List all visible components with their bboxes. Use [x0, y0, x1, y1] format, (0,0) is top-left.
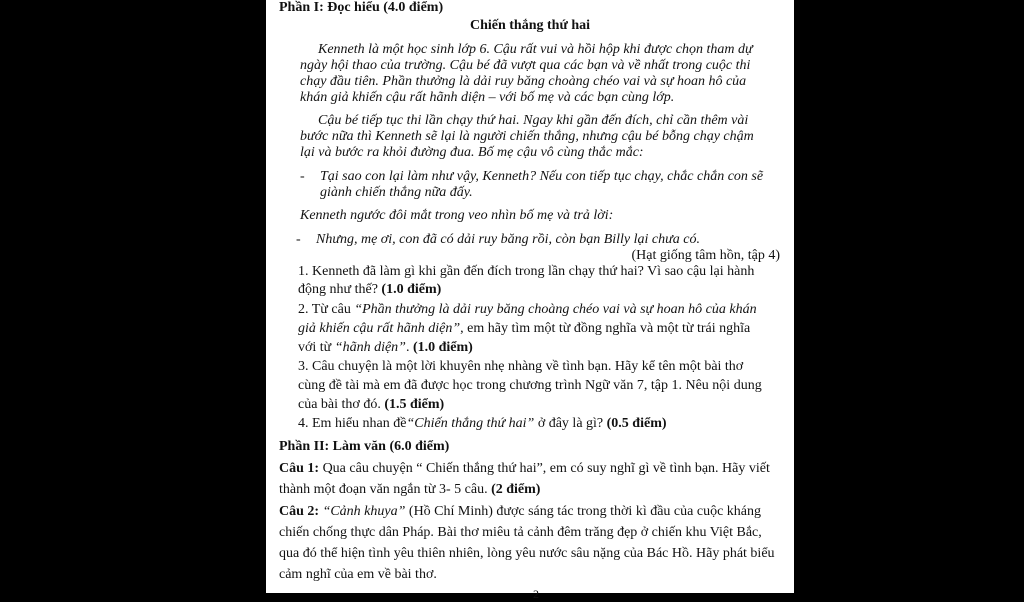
story-source: (Hạt giống tâm hồn, tập 4)	[631, 248, 780, 263]
essay-2-text: (Hồ Chí Minh) được sáng tác trong thời kì đầu của cuộc kháng	[405, 504, 761, 519]
question-4-score: (0.5 điểm)	[606, 416, 667, 431]
essay-2-line3: qua đó thể hiện tình yêu thiên nhiên, lòng yêu nước sâu nặng của Bác Hồ. Hãy phát biểu	[279, 546, 775, 561]
question-2-score: (1.0 điểm)	[412, 340, 473, 355]
para1-line1: Kenneth là một học sinh lớp 6. Cậu rất vui và hồi hộp khi được chọn tham dự	[318, 42, 753, 57]
essay-2-poem: “Cảnh khuya”	[322, 504, 406, 519]
essay-1-text: Qua câu chuyện “ Chiến thắng thứ hai”, em có suy nghĩ gì về tình bạn. Hãy viết	[319, 461, 770, 476]
question-1-line1: 1. Kenneth đã làm gì khi gần đến đích trong lần chạy thứ hai? Vì sao cậu lại hành	[298, 264, 755, 279]
question-3-score: (1.5 điểm)	[384, 397, 445, 412]
question-4	[298, 416, 667, 432]
essay-2-line4: cảm nghĩ của em về bài thơ.	[279, 567, 437, 582]
essay-1-text2: thành một đoạn văn ngắn từ 3- 5 câu.	[279, 482, 492, 497]
para2-line3: lại và bước ra khỏi đường đua. Bố mẹ cậu vô cùng thắc mắc:	[300, 145, 644, 160]
story-title: Chiến thắng thứ hai	[469, 18, 591, 33]
essay-2-line1	[279, 504, 761, 520]
para1-line3: chạy đầu tiên. Phần thưởng là dải ruy băng choàng chéo vai và sự hoan hô của	[300, 74, 747, 89]
question-3-line1: 3. Câu chuyện là một lời khuyên nhẹ nhàng về tình bạn. Hãy kể tên một bài thơ	[298, 359, 744, 374]
question-2-dot: .	[405, 340, 413, 355]
question-2-quote-a: “Phần thưởng là dải ruy băng choàng chéo vai và sự hoan hô của khán	[354, 302, 757, 317]
para3: Kenneth ngước đôi mắt trong veo nhìn bố mẹ và trả lời:	[300, 208, 614, 223]
question-2-prefix: 2. Từ câu	[298, 302, 355, 317]
essay-1-line2	[279, 482, 540, 498]
question-4-title: “Chiến thắng thứ hai”	[406, 416, 535, 431]
question-2-line3	[298, 340, 473, 356]
question-4-pre: 4. Em hiểu nhan đề	[298, 416, 407, 431]
question-2-word: “hãnh diện”	[334, 340, 406, 355]
para2-line2: bước nữa thì Kenneth sẽ lại là người chiến thắng, nhưng cậu bé bỗng chạy chậm	[300, 129, 754, 144]
page-number: 2	[533, 587, 539, 601]
question-2-quote-b: giả khiến cậu rất hãnh diện”	[298, 321, 461, 336]
question-4-rest: ở đây là gì?	[534, 416, 607, 431]
question-1-line2	[298, 282, 441, 298]
exam-page	[266, 0, 794, 601]
question-1-text: động như thế?	[298, 282, 378, 297]
question-2-line3-pre: với từ	[298, 340, 335, 355]
part1-heading: Phần I: Đọc hiểu (4.0 điểm)	[279, 0, 444, 15]
para1-line4: khán giả khiến cậu rất hãnh diện – với bố mẹ và các bạn cùng lớp.	[300, 90, 675, 105]
para2-line1: Cậu bé tiếp tục thi lần chạy thứ hai. Ngay khi gần đến đích, chỉ cần thêm vài	[318, 113, 749, 128]
question-1-score: (1.0 điểm)	[381, 282, 442, 297]
question-3-line2: cùng đề tài mà em đã được học trong chương trình Ngữ văn 7, tập 1. Nêu nội dung	[298, 378, 762, 393]
question-3-text: của bài thơ đó.	[298, 397, 381, 412]
question-2-line2	[298, 321, 750, 337]
dialogue1-line1: Tại sao con lại làm như vậy, Kenneth? Nếu con tiếp tục chạy, chắc chắn con sẽ	[320, 169, 764, 184]
question-3-line3	[298, 397, 444, 413]
essay-1-score: (2 điểm)	[491, 482, 541, 497]
dialogue1-line2: giành chiến thắng nữa đấy.	[320, 185, 473, 200]
para1-line2: ngày hội thao của trường. Cậu bé đã vượt qua các bạn và về nhất trong cuộc thi	[300, 58, 751, 73]
question-2-rest: , em hãy tìm một từ đồng nghĩa và một từ trái nghĩa	[460, 321, 751, 336]
question-2-line1	[298, 302, 757, 318]
essay-1-label: Câu 1:	[279, 461, 320, 476]
essay-1-line1	[279, 461, 770, 477]
part2-heading: Phần II: Làm văn (6.0 điểm)	[279, 439, 450, 454]
essay-2-label: Câu 2:	[279, 504, 320, 519]
essay-2-line2: chiến chống thực dân Pháp. Bài thơ miêu tả cảnh đêm trăng đẹp ở chiến khu Việt Bắc,	[279, 525, 762, 540]
dialogue2-dash: -	[296, 232, 301, 247]
dialogue2: Nhưng, mẹ ơi, con đã có dải ruy băng rồi, còn bạn Billy lại chưa có.	[316, 232, 700, 247]
dialogue1-dash: -	[300, 169, 305, 184]
